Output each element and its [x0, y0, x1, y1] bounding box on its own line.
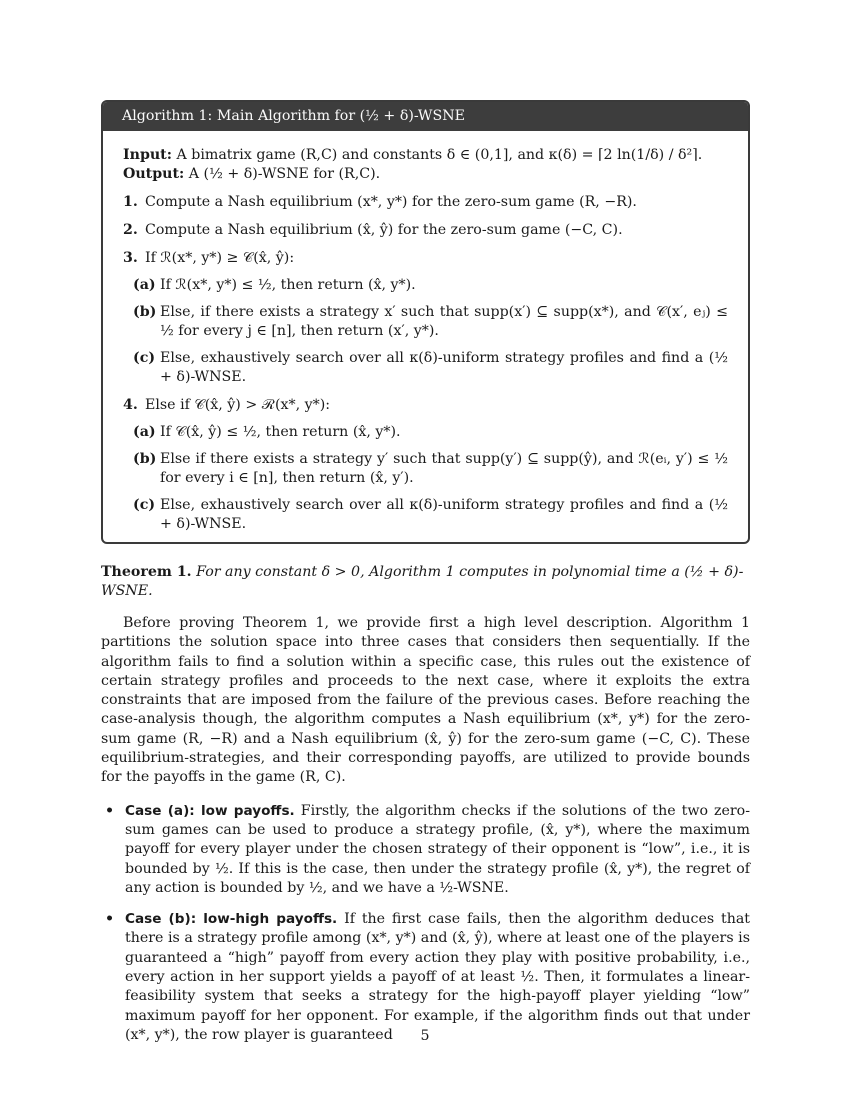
algorithm-step: [123, 396, 728, 415]
step-text: Else if 𝒞(x̂, ŷ) > ℛ(x*, y*):: [145, 397, 331, 413]
page-content: [101, 100, 750, 1057]
bullet: •: [105, 802, 115, 819]
algorithm-step: [123, 193, 728, 212]
algorithm-output: [123, 165, 728, 184]
step-text: Compute a Nash equilibrium (x̂, ŷ) for the zero-sum game (−C, C).: [145, 222, 623, 238]
theorem-text: For any constant δ > 0, Algorithm 1 computes in polynomial time a (½ + δ)-WSNE.: [101, 564, 744, 599]
list-item: [101, 910, 750, 1045]
output-label: Output:: [123, 166, 185, 182]
algorithm-box: [101, 100, 750, 544]
substep-text: If 𝒞(x̂, ŷ) ≤ ½, then return (x̂, y*).: [160, 424, 401, 440]
step-number: 1.: [123, 194, 138, 210]
algorithm-substep: [133, 349, 728, 387]
substep-label: (c): [133, 350, 156, 366]
step-number: 2.: [123, 222, 138, 238]
input-text: A bimatrix game (R,C) and constants δ ∈ (0,1], and κ(δ) = ⌈2 ln(1/δ) / δ²⌉.: [176, 147, 703, 163]
body-paragraph: Before proving Theorem 1, we provide first a high level description. Algorithm 1 partitions the solution space into three cases that considers then sequentially. If the algorithm fails to find a solution within a specific case, this rules out the existence of certain strategy profiles and proceeds to the next case, where it exploits the extra constraints that are imposed from the failure of the previous cases. Before reaching the case-analysis though, the algorithm computes a Nash equilibrium (x*, y*) for the zero-sum game (R, −R) and a Nash equilibrium (x̂, ŷ) for the zero-sum game (−C, C). These equilibrium-strategies, and their corresponding payoffs, are utilized to provide bounds for the payoffs in the game (R, C).: [101, 615, 750, 786]
substep-label: (b): [133, 304, 157, 320]
case-text: If the first case fails, then the algorithm deduces that there is a strategy profile among (x*, y*) and (x̂, ŷ), where at least one of the players is guaranteed a “high” payoff from every action they play with positive probability, i.e., every action in her support yields a payoff of at least ½. Then, it formulates a linear-feasibility system that seeks a strategy for the high-payoff player yielding “low” maximum payoff for her opponent. For example, if the algorithm finds out that under (x*, y*), the row player is guaranteed: [125, 911, 751, 1043]
case-title: Case (a): low payoffs.: [125, 802, 295, 819]
substep-label: (c): [133, 497, 156, 513]
substep-label: (a): [133, 424, 156, 440]
step-text: If ℛ(x*, y*) ≥ 𝒞(x̂, ŷ):: [145, 250, 295, 266]
substep-text: Else, exhaustively search over all κ(δ)-uniform strategy profiles and find a (½ + δ)-WNSE.: [160, 497, 728, 532]
algorithm-substep: [133, 423, 728, 442]
theorem: [101, 563, 750, 601]
list-item: [101, 802, 750, 898]
algorithm-substep: [133, 450, 728, 488]
algorithm-substep: [133, 496, 728, 534]
case-title: Case (b): low-high payoffs.: [125, 911, 338, 928]
bullet: •: [105, 911, 115, 928]
substep-text: Else, if there exists a strategy x′ such that supp(x′) ⊆ supp(x*), and 𝒞(x′, eⱼ) ≤ ½ for every j ∈ [n], then return (x′, y*).: [160, 304, 728, 339]
algorithm-substep: [133, 303, 728, 341]
step-number: 4.: [123, 397, 138, 413]
substep-text: Else if there exists a strategy y′ such that supp(y′) ⊆ supp(ŷ), and ℛ(eᵢ, y′) ≤ ½ for every i ∈ [n], then return (x̂, y′).: [160, 451, 728, 486]
algorithm-body: [103, 131, 748, 542]
case-text-wrapper: [125, 802, 750, 898]
case-text-wrapper: [125, 910, 750, 1045]
step-number: 3.: [123, 250, 138, 266]
case-text: Firstly, the algorithm checks if the solutions of the two zero-sum games can be used to produce a strategy profile, (x̂, y*), where the maximum payoff for every player under the chosen strategy of their opponent is “low”, i.e., it is bounded by ½. If this is the case, then under the strategy profile (x̂, y*), the regret of any action is bounded by ½, and we have a ½-WSNE.: [125, 802, 751, 896]
theorem-label: Theorem 1.: [101, 564, 192, 580]
algorithm-header: Algorithm 1: Main Algorithm for (½ + δ)-WSNE: [103, 102, 748, 131]
input-label: Input:: [123, 147, 172, 163]
substep-text: If ℛ(x*, y*) ≤ ½, then return (x̂, y*).: [160, 277, 416, 293]
page-number: 5: [420, 1028, 430, 1044]
algorithm-step: [123, 249, 728, 268]
algorithm-input: [123, 146, 728, 165]
substep-label: (b): [133, 451, 157, 467]
step-text: Compute a Nash equilibrium (x*, y*) for the zero-sum game (R, −R).: [145, 194, 637, 210]
substep-label: (a): [133, 277, 156, 293]
output-text: A (½ + δ)-WSNE for (R,C).: [188, 166, 381, 182]
algorithm-step: [123, 221, 728, 240]
algorithm-substep: [133, 276, 728, 295]
case-list: [101, 802, 750, 1046]
substep-text: Else, exhaustively search over all κ(δ)-uniform strategy profiles and find a (½ + δ)-WNSE.: [160, 350, 728, 385]
